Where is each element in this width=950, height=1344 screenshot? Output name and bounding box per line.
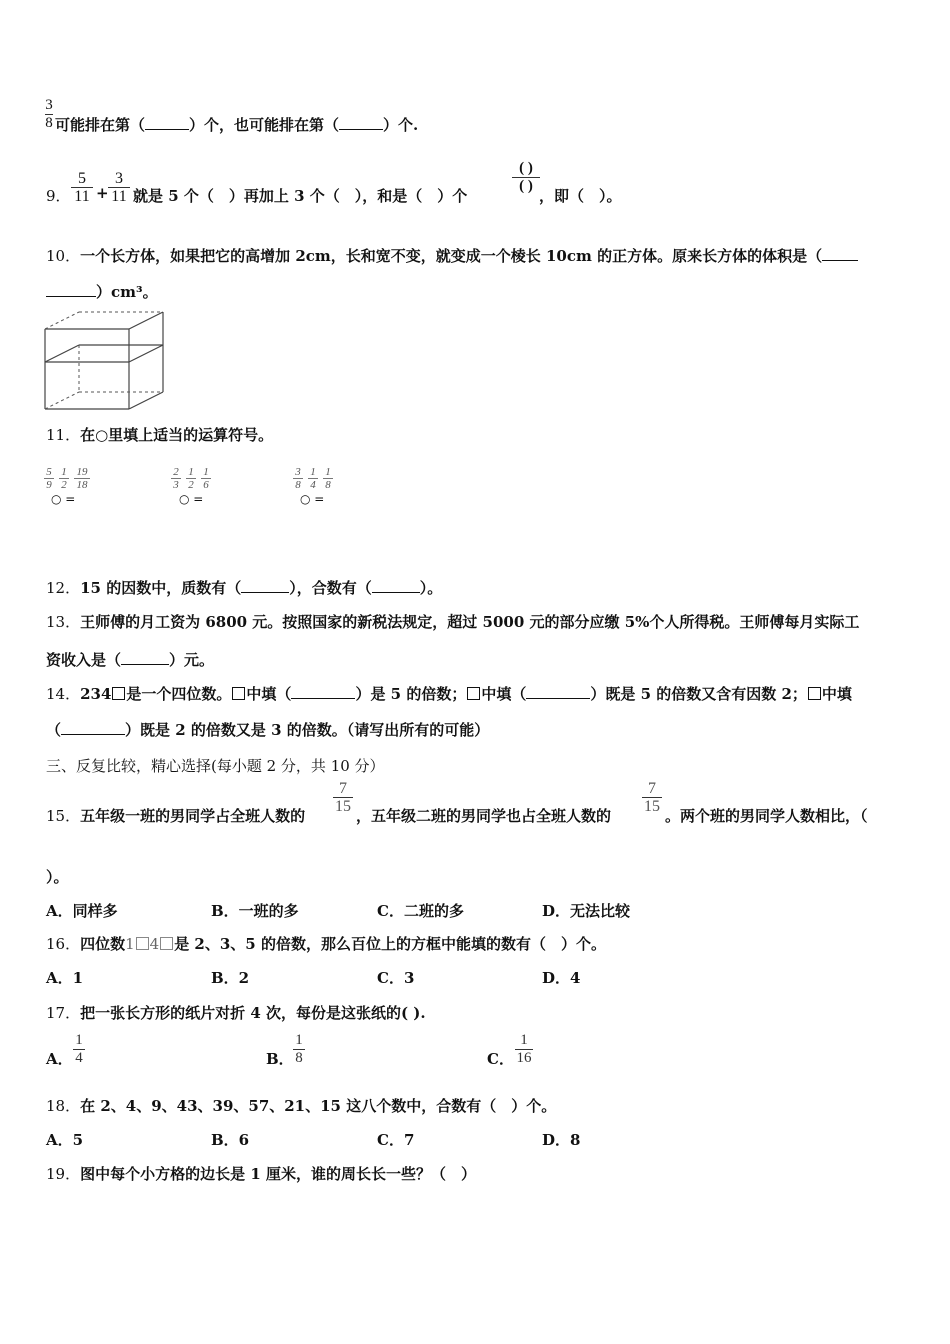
q11-g3-c: 1 8 xyxy=(323,466,333,491)
q8-fraction: 3 8 xyxy=(45,97,53,131)
q18-option-c[interactable]: C．7 xyxy=(377,1131,415,1149)
q15-line2: ）。 xyxy=(46,868,69,886)
q9-fraction-2: 3 11 xyxy=(107,170,131,205)
q9-fraction-1: 5 11 xyxy=(70,170,94,205)
digit-box xyxy=(160,937,173,950)
q13-line2: 资收入是（ ）元。 xyxy=(46,651,215,669)
digit-box xyxy=(136,937,149,950)
digit-box xyxy=(232,687,245,700)
q16-text: 16．四位数1 4 是 2、3、5 的倍数，那么百位上的方框中能填的数有（ ）个。 xyxy=(46,935,606,953)
digit-box xyxy=(467,687,480,700)
q15-option-d[interactable]: D．无法比较 xyxy=(542,902,631,920)
q15-option-c[interactable]: C．二班的多 xyxy=(377,902,464,920)
q10-line1: 10．一个长方体，如果把它的高增加 2cm，长和宽不变，就变成一个棱长 10cm 的正方体。原来长方体的体积是（ xyxy=(46,246,858,266)
q15-text-a: 15．五年级一班的男同学占全班人数的 xyxy=(46,807,306,825)
q18-option-d[interactable]: D．8 xyxy=(542,1131,581,1149)
q15-fraction-2: 7 15 xyxy=(644,780,660,815)
q11-g1-eq[interactable]: ○ = xyxy=(51,492,76,506)
q11-g1-a: 5 9 xyxy=(44,466,54,491)
q11-g1-b: 1 2 xyxy=(59,466,69,491)
digit-box xyxy=(112,687,125,700)
q17-option-c[interactable]: C． xyxy=(487,1050,514,1068)
q14-line2: （ ）既是 2 的倍数又是 3 的倍数。（请写出所有的可能） xyxy=(46,721,490,739)
q16-option-c[interactable]: C．3 xyxy=(377,969,415,987)
q15-text-c: 。两个班的男同学人数相比，（ xyxy=(665,807,868,825)
q15-text-b: ，五年级二班的男同学也占全班人数的 xyxy=(356,807,612,825)
q11-text: 11．在○里填上适当的运算符号。 xyxy=(46,426,274,444)
q11-g2-eq[interactable]: ○ = xyxy=(179,492,204,506)
q17-option-b-fraction: 1 8 xyxy=(292,1032,306,1067)
q9-plus: + xyxy=(96,184,109,202)
q11-g3-eq[interactable]: ○ = xyxy=(300,492,325,506)
q16-option-d[interactable]: D．4 xyxy=(542,969,581,987)
q14-line1: 14．234 是一个四位数。 中填（ ）是 5 的倍数； 中填（ ）既是 5 的倍数又含有因数 2； 中填 xyxy=(46,685,852,703)
q11-g3-b: 1 4 xyxy=(308,466,318,491)
q15-fraction-1: 7 15 xyxy=(335,780,351,815)
q15-option-a[interactable]: A．同样多 xyxy=(46,902,118,920)
q15-option-b[interactable]: B．一班的多 xyxy=(211,902,299,920)
q9-text-b: ，即（ ）。 xyxy=(539,187,622,205)
q13-line1: 13．王师傅的月工资为 6800 元。按照国家的新税法规定，超过 5000 元的部分应缴 5%个人所得税。王师傅每月实际工 xyxy=(46,613,860,631)
q18-option-b[interactable]: B．6 xyxy=(211,1131,250,1149)
q17-option-a[interactable]: A． xyxy=(46,1050,73,1068)
q12-text: 12．15 的因数中，质数有（ ），合数有（ ）。 xyxy=(46,579,443,597)
digit-box xyxy=(808,687,821,700)
q8-text: 可能排在第（ ）个，也可能排在第（ ）个. xyxy=(55,116,419,134)
q9-fraction-3: ( ) ( ) xyxy=(511,160,541,195)
q11-g1-c: 19 18 xyxy=(74,466,90,491)
q10-line2: ）cm³。 xyxy=(46,282,158,302)
cuboid-figure xyxy=(40,308,170,414)
q16-option-b[interactable]: B．2 xyxy=(211,969,250,987)
q18-option-a[interactable]: A．5 xyxy=(46,1131,84,1149)
q11-g2-b: 1 2 xyxy=(186,466,196,491)
q9-text-a: 就是 5 个（ ）再加上 3 个（ ），和是（ ）个 xyxy=(133,187,468,205)
q18-text: 18．在 2、4、9、43、39、57、21、15 这八个数中，合数有（ ）个。 xyxy=(46,1097,557,1115)
q17-option-c-fraction: 1 16 xyxy=(516,1032,532,1066)
q17-option-b[interactable]: B． xyxy=(266,1050,294,1068)
q17-text: 17．把一张长方形的纸片对折 4 次，每份是这张纸的( ). xyxy=(46,1004,426,1022)
q11-g2-a: 2 3 xyxy=(171,466,181,491)
q19-text: 19．图中每个小方格的边长是 1 厘米，谁的周长长一些？（ ） xyxy=(46,1165,476,1183)
q9-number: 9． xyxy=(46,187,71,205)
q11-g2-c: 1 6 xyxy=(201,466,211,491)
q16-option-a[interactable]: A．1 xyxy=(46,969,84,987)
q17-option-a-fraction: 1 4 xyxy=(72,1032,86,1067)
q11-g3-a: 3 8 xyxy=(293,466,303,491)
section-3-title: 三、反复比较，精心选择(每小题 2 分，共 10 分） xyxy=(46,757,385,775)
